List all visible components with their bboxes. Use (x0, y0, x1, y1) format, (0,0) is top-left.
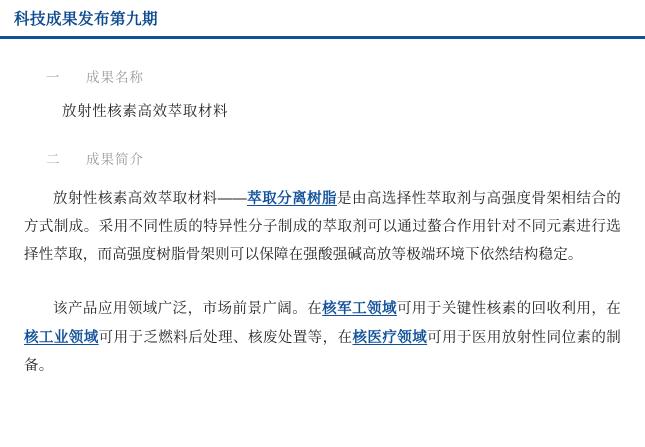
keyword-nuclear-medicine: 核医疗领域 (352, 329, 428, 346)
text-run: 该产品应用领域广泛，市场前景广阔。在 (53, 301, 323, 318)
text-run: 可用于乏燃料后处理、核废处置等，在 (98, 329, 353, 346)
section-label: 成果名称 (86, 69, 144, 85)
document-header (0, 0, 645, 39)
section-heading-summary (46, 148, 621, 168)
header-divider (0, 36, 645, 39)
section-number: 二 (46, 151, 61, 167)
text-run: 是由高选择性萃取剂与高强度骨架相结合的方式制成。采用不同性质的特异性分子制成的萃取剂可以通过螯合作用针对不同元素进行选择性萃取，而高强度树脂骨架则可以保障在强酸强碱高放等极端环境下依然结构稳定。 (24, 190, 621, 264)
keyword-extraction-resin: 萃取分离树脂 (246, 190, 337, 207)
text-run: 放射性核素高效萃取材料—— (53, 190, 247, 207)
paragraph-application (24, 295, 621, 380)
page-title: 科技成果发布第九期 (14, 11, 159, 28)
keyword-nuclear-military: 核军工领域 (322, 301, 397, 318)
keyword-nuclear-industry: 核工业领域 (24, 329, 99, 346)
paragraph-intro (24, 185, 621, 270)
text-run: 可用于医用放射性同位素的制备。 (24, 329, 622, 374)
section-label: 成果简介 (86, 151, 144, 167)
section-number: 一 (46, 69, 61, 85)
achievement-name-value: 放射性核素高效萃取材料 (62, 103, 229, 120)
text-run: 可用于关键性核素的回收利用，在 (396, 301, 622, 318)
document-body (0, 66, 645, 381)
section-heading-name (46, 66, 621, 86)
